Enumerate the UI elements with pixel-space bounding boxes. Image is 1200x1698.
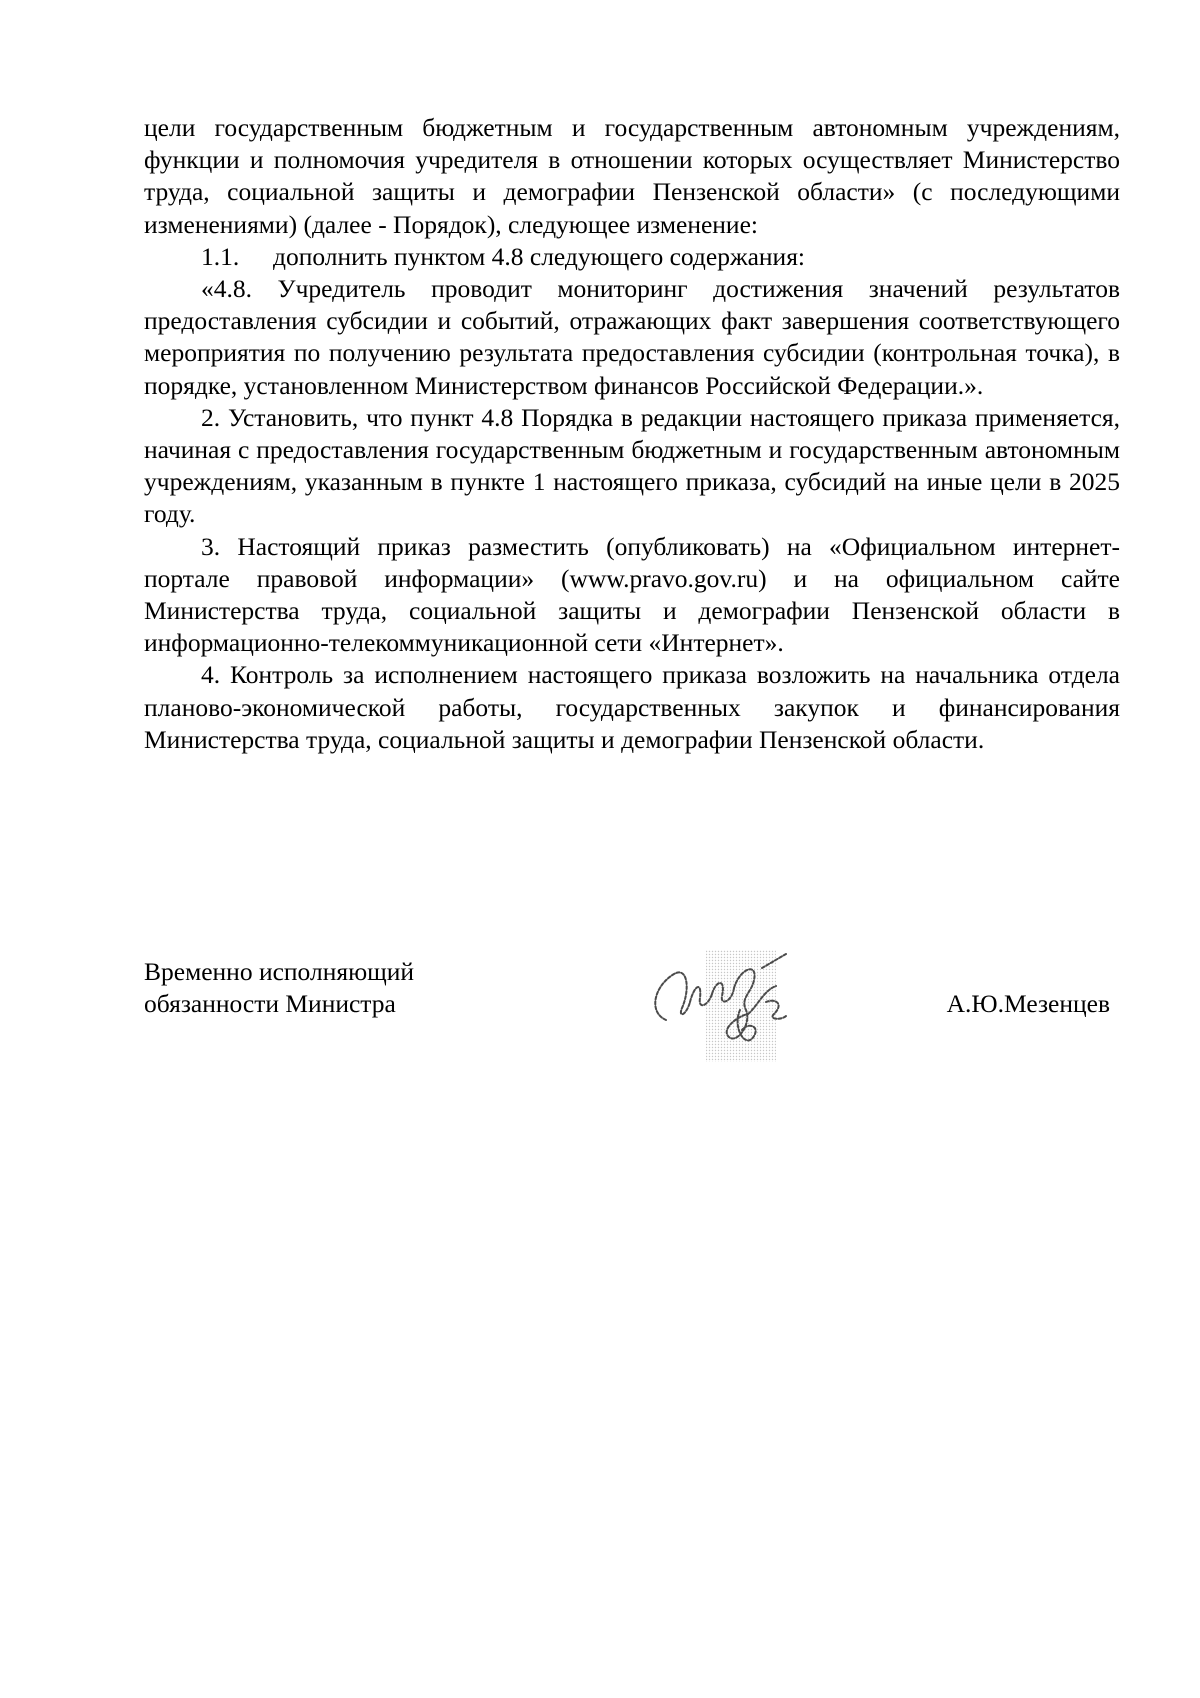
signatory-title [144, 956, 414, 1020]
paragraph-4: 4. Контроль за исполнением настоящего приказа возложить на начальника отдела планово-экономической работы, государственных закупок и финансирования Министерства труда, социальной защиты и демографии Пензенской области. [144, 660, 1120, 754]
paragraph-intro: цели государственным бюджетным и государственным автономным учреждениям, функции и полномочия учредителя в отношении которых осуществляет Министерство труда, социальной защиты и демографии Пензенской области» (с последующими изменениями) (далее - Порядок), следующее изменение: [144, 113, 1120, 239]
paragraph-3: 3. Настоящий приказ разместить (опубликовать) на «Официальном интернет-портале правовой информации» (www.pravo.gov.ru) и на официальном сайте Министерства труда, социальной защиты и демографии Пензенской области в информационно-телекоммуникационной сети «Интернет». [144, 531, 1120, 658]
paragraph-4-8: «4.8. Учредитель проводит мониторинг достижения значений результатов предоставления субсидии и событий, отражающих факт завершения соответствующего мероприятия по получению результата предоставления субсидии (контрольная точка), в порядке, установленном Министерством финансов Российской Федерации.». [144, 274, 1120, 400]
paragraph-2: 2. Установить, что пункт 4.8 Порядка в редакции настоящего приказа применяется, начиная с предоставления государственным бюджетным и государственным автономным учреждениям, указанным в пункте 1 настоящего приказа, субсидий на иные цели в 2025 году. [144, 402, 1120, 529]
handwritten-signature [636, 950, 806, 1062]
signatory-title-line-1: Временно исполняющий [144, 957, 415, 986]
signatory-name: А.Ю.Мезенцев [946, 989, 1110, 1018]
item-text: дополнить пунктом 4.8 следующего содержания: [273, 241, 806, 271]
document-body [144, 112, 1120, 756]
paragraph-item-1-1 [144, 241, 1120, 273]
signatory-title-line-2: обязанности Министра [144, 989, 396, 1018]
signature-block [144, 956, 1120, 1076]
item-number: 1.1. [201, 241, 240, 271]
